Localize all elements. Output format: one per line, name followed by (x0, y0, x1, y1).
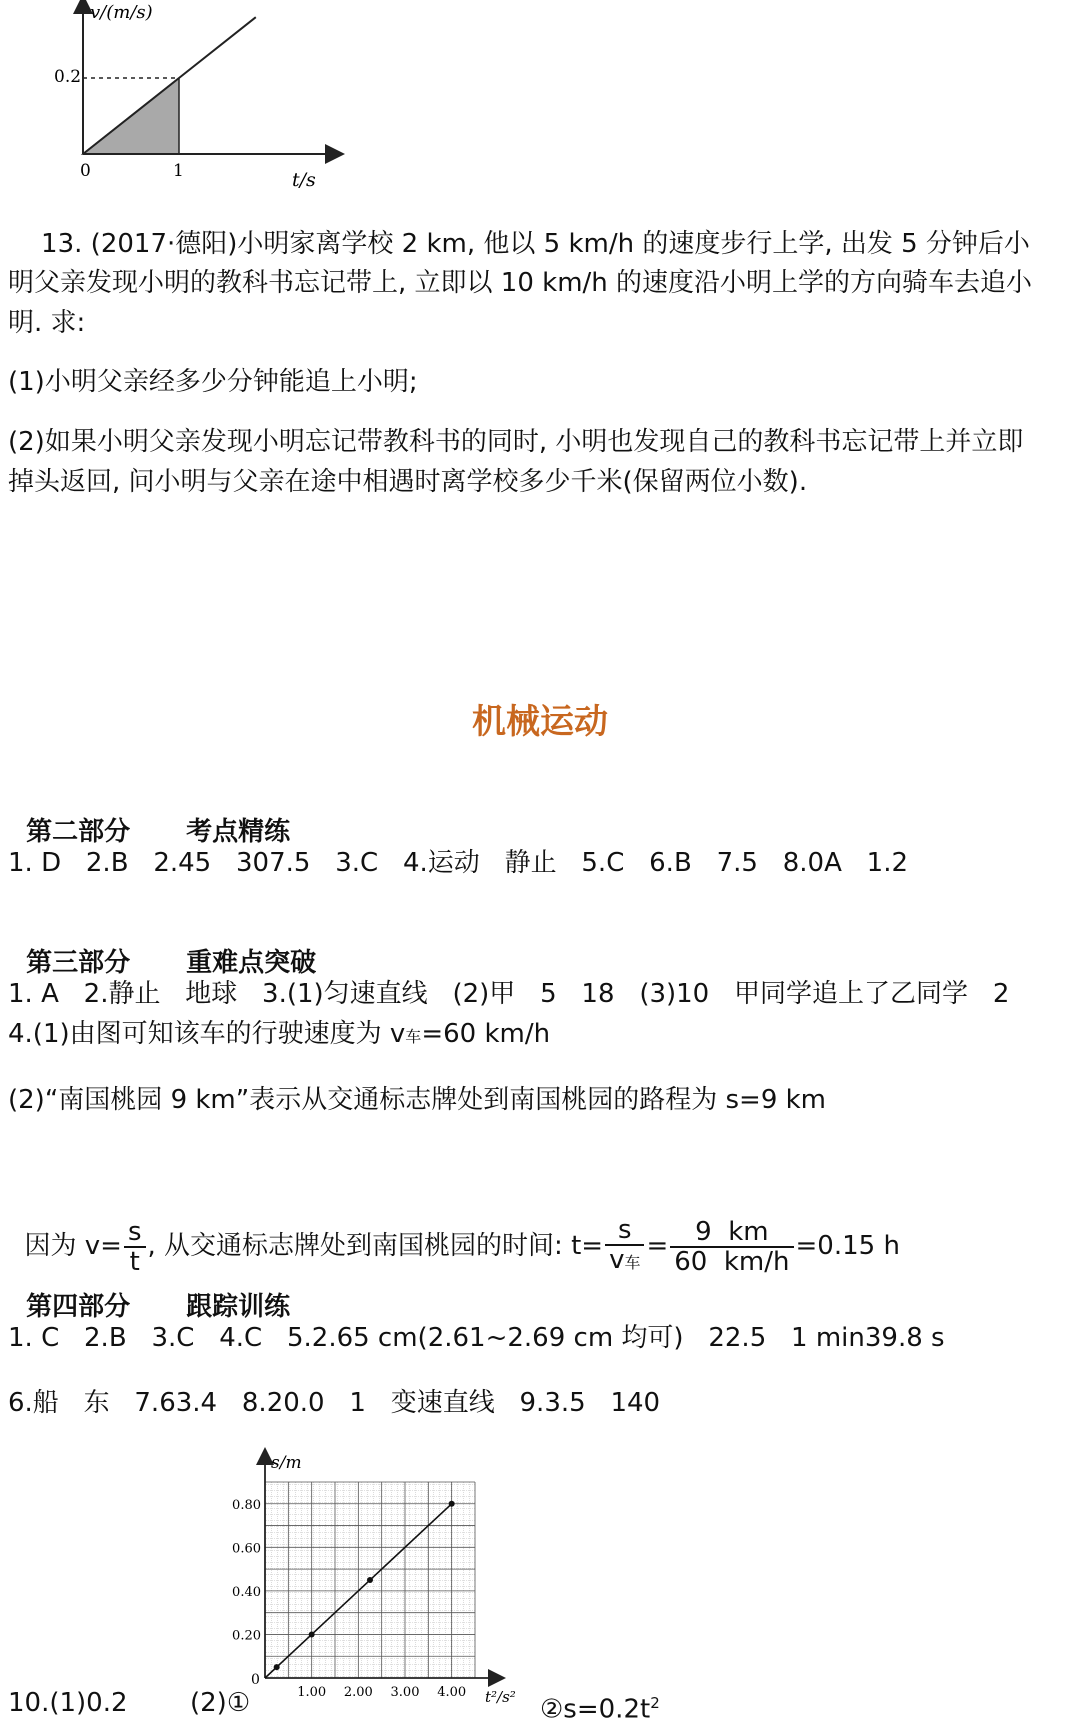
x-tick-label: 1 (173, 161, 184, 181)
part-3-label: 第三部分 (26, 948, 131, 978)
x-tick-label: 1.00 (297, 1685, 327, 1700)
x-tick-label: 4.00 (437, 1685, 467, 1700)
problem-13-line-3: 明. 求: (8, 308, 86, 338)
section-title: 机械运动 (472, 702, 608, 742)
part-3-answers-line-1: 1. A 2.静止 地球 3.(1)匀速直线 (2)甲 5 18 (3)10 甲同学追上了乙同学 2 (8, 979, 1010, 1009)
part-4-answers-line-3a: 10.(1)0.2 (8, 1688, 128, 1718)
data-point (309, 1631, 315, 1637)
subscript: 车 (405, 1027, 422, 1046)
subscript: 车 (624, 1253, 641, 1272)
y-axis-label: s/m (271, 1453, 302, 1473)
velocity-time-graph (50, 0, 350, 200)
speed-formula (8, 1150, 900, 1277)
problem-13-line-2: 明父亲发现小明的教科书忘记带上, 立即以 10 km/h 的速度沿小明上学的方向骑车去追小 (8, 268, 1033, 298)
part-4-answers-line-3b: (2)① (190, 1688, 251, 1718)
problem-13-question-2-line-1: (2)如果小明父亲发现小明忘记带教科书的同时, 小明也发现自己的教科书忘记带上并立即 (8, 427, 1024, 457)
problem-13-line-1: 13. (2017·德阳)小明家离学校 2 km, 他以 5 km/h 的速度步行上学, 出发 5 分钟后小 (8, 229, 1030, 259)
problem-13-question-1: (1)小明父亲经多少分钟能追上小明; (8, 367, 418, 397)
x-tick-label: 3.00 (390, 1685, 420, 1700)
fraction-s-over-v (605, 1216, 644, 1277)
formula-text: , 从交通标志牌处到南国桃园的时间: t= (147, 1231, 604, 1261)
formula-text: 因为 v= (24, 1231, 122, 1261)
part-3-answers-line-2 (8, 1017, 550, 1054)
x-tick-label: 2.00 (343, 1685, 373, 1700)
numerator: s (605, 1216, 644, 1246)
y-tick-label: 0.60 (232, 1541, 261, 1557)
part-4-answers-line-1: 1. C 2.B 3.C 4.C 5.2.65 cm(2.61~2.69 cm 均可) 22.5 1 min39.8 s (8, 1323, 945, 1353)
text-segment: =60 km/h (421, 1019, 551, 1049)
part-4-answers-line-2: 6.船 东 7.63.4 8.20.0 1 变速直线 9.3.5 140 (8, 1388, 661, 1418)
text-segment: 4.(1)由图可知该车的行驶速度为 v (8, 1019, 406, 1049)
x-axis-label: t²/s² (485, 1688, 516, 1706)
part-4-heading (8, 1256, 290, 1324)
part-3-answers-line-3: (2)“南国桃园 9 km”表示从交通标志牌处到南国桃园的路程为 s=9 km (8, 1085, 827, 1115)
data-point (274, 1664, 280, 1670)
data-point (449, 1501, 455, 1507)
part-3-heading (8, 912, 316, 980)
origin-label: 0 (80, 161, 91, 181)
s-vs-t-squared-chart (232, 1453, 535, 1720)
formula-result: =0.15 h (795, 1231, 900, 1261)
y-tick-label: 0.40 (232, 1584, 261, 1600)
origin-label: 0 (251, 1672, 260, 1688)
superscript: 2 (650, 1694, 660, 1712)
y-axis-label: v/(m/s) (90, 2, 153, 23)
part-2-heading (8, 781, 290, 849)
numerator: 9 km (670, 1218, 793, 1248)
y-tick-label: 0.2 (54, 67, 82, 87)
equals-sign: = (646, 1231, 669, 1261)
denominator-text: v (609, 1245, 625, 1275)
x-axis-label: t/s (292, 169, 316, 191)
part-2-label: 第二部分 (26, 817, 131, 847)
y-tick-label: 0.20 (232, 1628, 261, 1644)
numerator: s (124, 1218, 146, 1248)
y-tick-label: 0.80 (232, 1497, 261, 1513)
data-point (367, 1577, 373, 1583)
part-2-answers: 1. D 2.B 2.45 307.5 3.C 4.运动 静止 5.C 6.B 7.5 8.0A 1.2 (8, 848, 908, 878)
denominator: t (129, 1246, 140, 1277)
part-2-name: 考点精练 (186, 817, 291, 847)
denominator (605, 1246, 644, 1277)
fraction-9km-over-60kmh (670, 1218, 793, 1276)
part-4-label: 第四部分 (26, 1292, 131, 1322)
part-3-name: 重难点突破 (186, 948, 317, 978)
part-4-answers-line-3c (540, 1686, 660, 1727)
part-4-name: 跟踪训练 (186, 1292, 291, 1322)
problem-13-question-2-line-2: 掉头返回, 问小明与父亲在途中相遇时离学校多少千米(保留两位小数). (8, 467, 808, 497)
text-segment: ②s=0.2t (540, 1694, 651, 1725)
denominator: 60 km/h (674, 1246, 790, 1277)
